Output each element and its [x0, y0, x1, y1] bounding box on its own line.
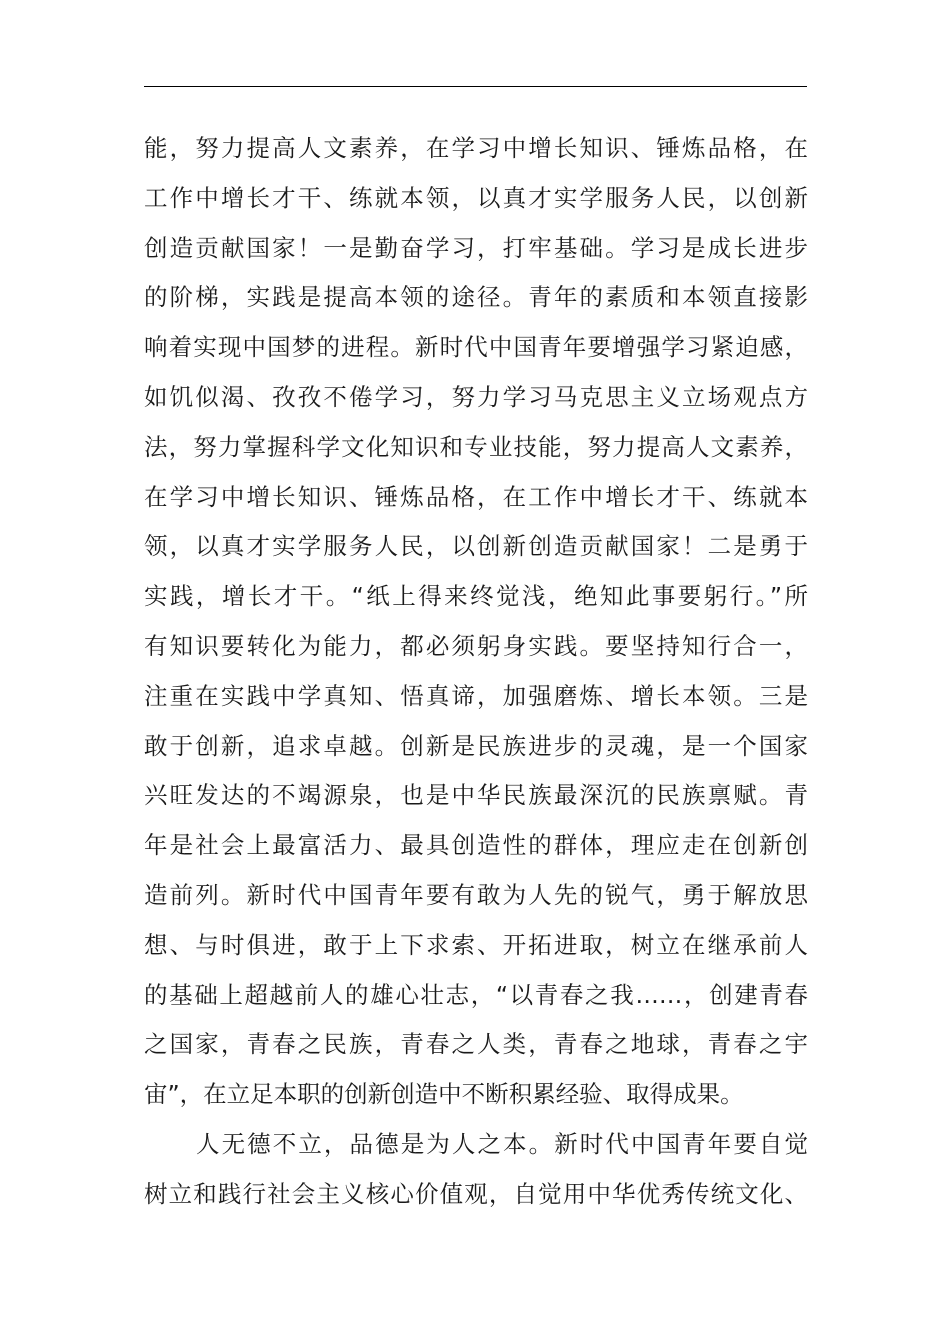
text-line: 年是社会上最富活力、最具创造性的群体，理应走在创新创: [144, 831, 808, 860]
text-line: 敢于创新，追求卓越。创新是民族进步的灵魂，是一个国家: [144, 731, 808, 760]
text-line: 造前列。新时代中国青年要有敢为人先的锐气，勇于解放思: [144, 880, 808, 909]
text-line: 法，努力掌握科学文化知识和专业技能，努力提高人文素养，: [144, 432, 808, 461]
text-line: 兴旺发达的不竭源泉，也是中华民族最深沉的民族禀赋。青: [144, 781, 808, 810]
text-line: 注重在实践中学真知、悟真谛，加强磨炼、增长本领。三是: [144, 681, 808, 710]
text-line: 创造贡献国家！一是勤奋学习，打牢基础。学习是成长进步: [144, 233, 808, 262]
text-line: 的阶梯，实践是提高本领的途径。青年的素质和本领直接影: [144, 283, 808, 312]
text-line: 想、与时俱进，敢于上下求索、开拓进取，树立在继承前人: [144, 930, 808, 959]
text-line: 实践，增长才干。“纸上得来终觉浅，绝知此事要躬行。”所: [144, 582, 808, 611]
paragraph-end-line: 宙”，在立足本职的创新创造中不断积累经验、取得成果。: [144, 1080, 744, 1109]
text-line: 有知识要转化为能力，都必须躬身实践。要坚持知行合一，: [144, 631, 808, 660]
body-text: [144, 124, 808, 1220]
text-line: 的基础上超越前人的雄心壮志，“以青春之我……，创建青春: [144, 980, 808, 1009]
paragraph-start-line: 人无德不立，品德是为人之本。新时代中国青年要自觉: [196, 1129, 808, 1158]
text-line: 领，以真才实学服务人民，以创新创造贡献国家！二是勇于: [144, 532, 808, 561]
text-line: 之国家，青春之民族，青春之人类，青春之地球，青春之宇: [144, 1030, 808, 1059]
text-line: 工作中增长才干、练就本领，以真才实学服务人民，以创新: [144, 183, 808, 212]
text-line: 在学习中增长知识、锤炼品格，在工作中增长才干、练就本: [144, 482, 808, 511]
header-rule: [144, 86, 807, 87]
text-line: 响着实现中国梦的进程。新时代中国青年要增强学习紧迫感，: [144, 333, 808, 362]
text-line: 如饥似渴、孜孜不倦学习，努力学习马克思主义立场观点方: [144, 382, 808, 411]
text-line: 树立和践行社会主义核心价值观，自觉用中华优秀传统文化、: [144, 1179, 808, 1208]
text-line: 能，努力提高人文素养，在学习中增长知识、锤炼品格，在: [144, 134, 808, 162]
